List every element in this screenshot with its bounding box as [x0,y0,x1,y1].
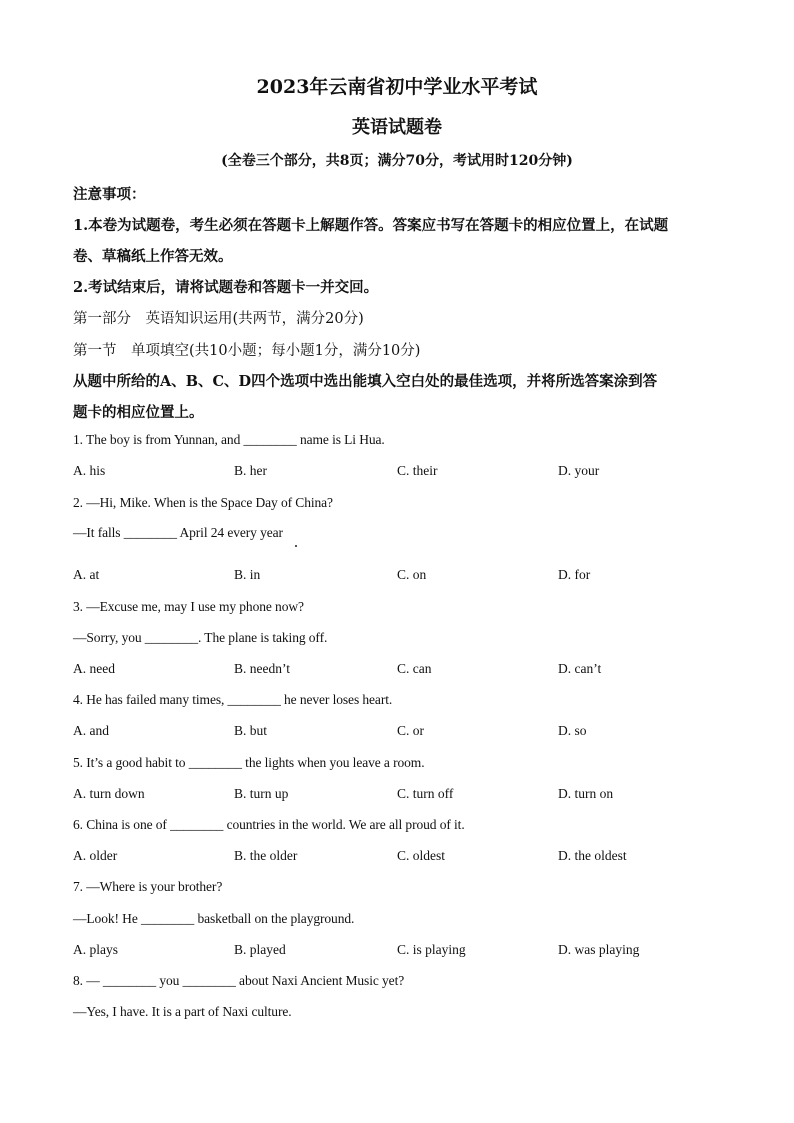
option-d: D. can’t [558,661,602,676]
exam-subtitle: 英语试题卷 [352,117,442,138]
option-c: C. is playing [397,942,466,957]
notice-heading: 注意事项： [73,186,146,203]
option-a: A. plays [73,942,118,957]
option-b: B. her [234,463,267,478]
notice-item-1-line-2: 卷、草稿纸上作答无效。 [73,248,233,265]
question-5-stem: 5. It’s a good habit to ________ the lights when you leave a room. [73,755,425,770]
question-2-options [73,567,733,585]
question-1-options [73,463,733,481]
option-c: C. or [397,723,424,738]
option-a: A. his [73,463,106,478]
question-3-stem-line-1: 3. —Excuse me, may I use my phone now? [73,599,304,614]
option-c: C. turn off [397,786,454,801]
question-3-stem-line-2: —Sorry, you ________. The plane is taking off. [73,630,328,645]
question-2-stem-line-1: 2. —Hi, Mike. When is the Space Day of China? [73,495,333,510]
option-b: B. in [234,567,261,582]
option-a: A. at [73,567,100,582]
question-8-stem-line-2: —Yes, I have. It is a part of Naxi culture. [73,1004,292,1019]
option-c: C. oldest [397,848,446,863]
question-5-options [73,786,733,804]
option-d: D. so [558,723,587,738]
option-a: A. older [73,848,118,863]
option-d: D. the oldest [558,848,627,863]
question-7-options [73,942,733,960]
option-c: C. their [397,463,438,478]
question-6-stem: 6. China is one of ________ countries in the world. We are all proud of it. [73,817,465,832]
instruction-line-2: 题卡的相应位置上。 [73,404,204,421]
option-c: C. on [397,567,427,582]
exam-title: 2023年云南省初中学业水平考试 [256,76,538,98]
option-a: A. and [73,723,109,738]
question-7-stem-line-2: —Look! He ________ basketball on the playground. [73,911,355,926]
option-d: D. turn on [558,786,614,801]
question-6-options [73,848,733,866]
question-4-stem: 4. He has failed many times, ________ he never loses heart. [73,692,393,707]
option-c: C. can [397,661,432,676]
option-a: A. need [73,661,115,676]
option-b: B. turn up [234,786,289,801]
option-d: D. for [558,567,591,582]
option-b: B. the older [234,848,298,863]
option-d: D. your [558,463,600,478]
exam-info: (全卷三个部分，共8页；满分70分，考试用时120分钟) [221,153,573,169]
question-3-options [73,661,733,679]
instruction-line-1: 从题中所给的A、B、C、D四个选项中选出能填入空白处的最佳选项，并将所选答案涂到答 [73,373,658,390]
option-d: D. was playing [558,942,640,957]
notice-item-2: 2.考试结束后，请将试题卷和答题卡一并交回。 [73,279,379,296]
section-heading: 第一节 单项填空(共10小题；每小题1分，满分10分) [73,343,421,359]
question-7-stem-line-1: 7. —Where is your brother? [73,879,223,894]
question-1-stem: 1. The boy is from Yunnan, and ________ name is Li Hua. [73,432,385,447]
option-a: A. turn down [73,786,145,801]
question-4-options [73,723,733,741]
question-8-stem-line-1: 8. — ________ you ________ about Naxi Ancient Music yet? [73,973,405,988]
stray-dot [295,545,297,547]
part-heading: 第一部分 英语知识运用(共两节，满分20分) [73,311,364,327]
option-b: B. needn’t [234,661,290,676]
option-b: B. played [234,942,286,957]
option-b: B. but [234,723,268,738]
notice-item-1-line-1: 1.本卷为试题卷，考生必须在答题卡上解题作答。答案应书写在答题卡的相应位置上，在试题 [73,217,669,234]
question-2-stem-line-2: —It falls ________ April 24 every year [73,525,283,540]
